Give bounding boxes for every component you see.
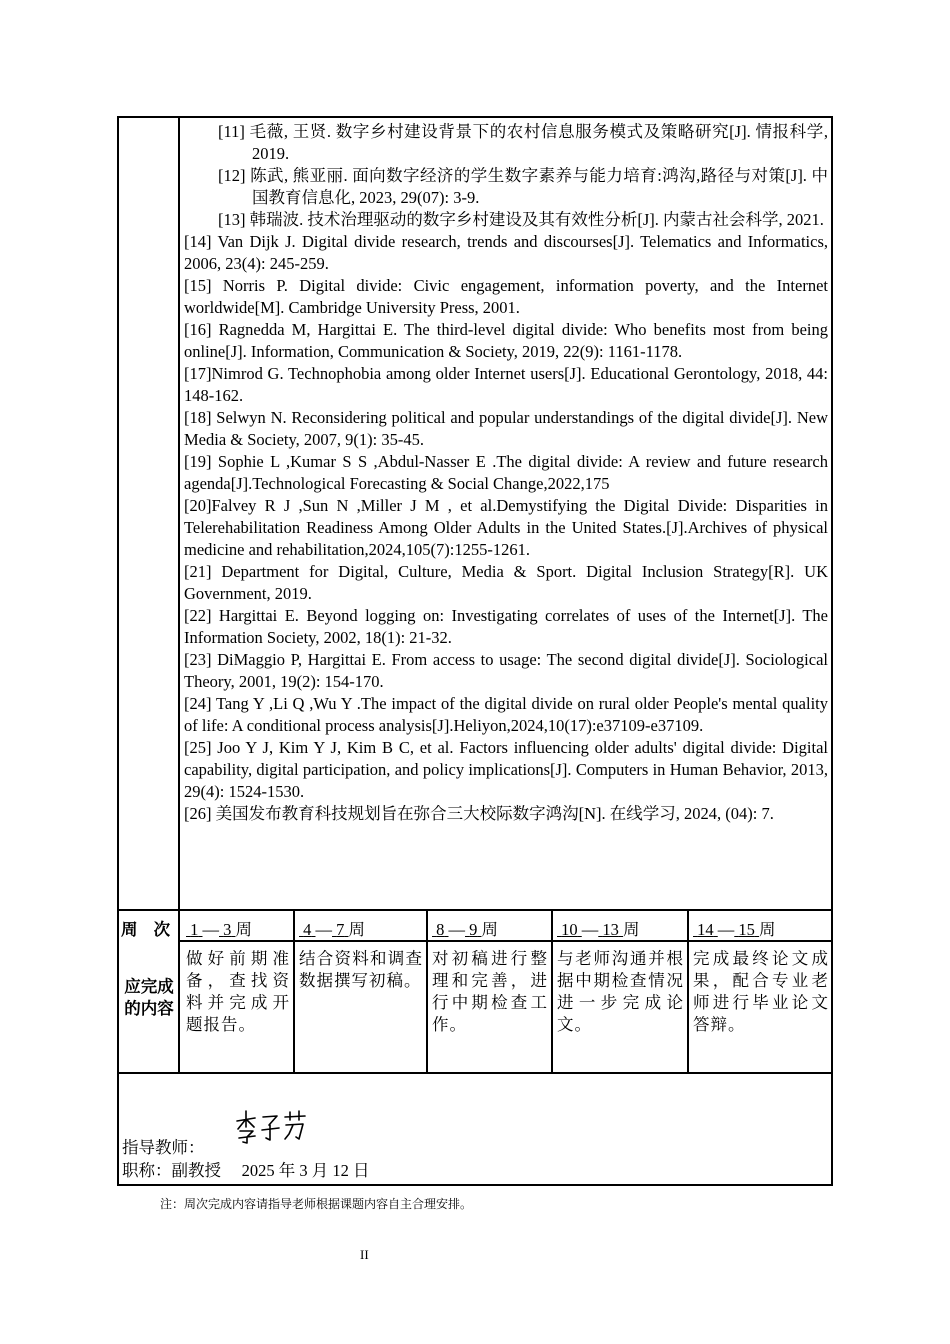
- refs-bottom-border: [117, 909, 833, 911]
- week-range: [186, 916, 252, 940]
- week-range-separator: —: [202, 920, 219, 939]
- week-unit: 周: [481, 920, 498, 939]
- reference-item: [184, 165, 828, 209]
- week-row-label: 周 次: [121, 920, 177, 939]
- task-cell: 完成最终论文成果，配合专业老师进行毕业论文答辩。: [693, 949, 829, 1034]
- advisor-block: [122, 1136, 370, 1182]
- week-range: [693, 916, 776, 940]
- task-cell: 做好前期准备，查找资料并完成开题报告。: [186, 949, 290, 1034]
- reference-item: [14] Van Dijk J. Digital divide research, trends and discourses[J]. Telematics and Informatics, 2006, 23(4): 245-259.: [184, 232, 828, 273]
- week-range-start: 1: [190, 920, 199, 939]
- week-range: [432, 916, 498, 940]
- week-range-start: 10: [561, 920, 578, 939]
- week-row-bottom-border: [178, 940, 833, 942]
- week-range-start: 14: [697, 920, 714, 939]
- footnote: 注：周次完成内容请指导老师根据课题内容自主合理安排。: [160, 1197, 473, 1211]
- reference-text: 毛薇, 王贤. 数字乡村建设背景下的农村信息服务模式及策略研究[J]. 情报科学, 2019.: [249, 122, 828, 163]
- week-range-separator: —: [448, 920, 465, 939]
- task-cell: 与老师沟通并根据中期检查情况进一步完成论文。: [557, 949, 684, 1034]
- reference-item: [26] 美国发布教育科技规划旨在弥合三大校际数字鸿沟[N]. 在线学习, 2024, (04): 7.: [184, 804, 774, 823]
- content-row-bottom-border: [117, 1072, 833, 1074]
- week-range-separator: —: [581, 920, 599, 939]
- advisor-title-date: 职称：副教授 2025 年 3 月 12 日: [122, 1161, 370, 1180]
- week-unit: 周: [348, 920, 365, 939]
- reference-text: 陈武, 熊亚丽. 面向数字经济的学生数字素养与能力培育:鸿沟,路径与对策[J]. 中国教育信息化, 2023, 29(07): 3-9.: [250, 166, 829, 207]
- left-column-divider: [178, 116, 180, 1074]
- week-range-end: 15: [738, 920, 755, 939]
- reference-number: [11]: [218, 122, 245, 141]
- reference-item: [25] Joo Y J, Kim Y J, Kim B C, et al. Factors influencing older adults' digital divide: Digital capability, digital participation, and policy implications[J]. Computers in Human Behavior, 2013, 29(4): 1524-1530.: [184, 738, 828, 801]
- reference-item: [184, 121, 828, 165]
- task-cell: 结合资料和调查数据撰写初稿。: [299, 949, 423, 990]
- week-unit: 周: [759, 920, 776, 939]
- week-range-end: 7: [336, 920, 345, 939]
- reference-item: [24] Tang Y ,Li Q ,Wu Y .The impact of the digital divide on rural older People's mental quality of life: A conditional process analysis[J].Heliyon,2024,10(17):e37109-e37109.: [184, 694, 828, 735]
- reference-item: [15] Norris P. Digital divide: Civic engagement, information poverty, and the Internet worldwide[M]. Cambridge University Press, 2001.: [184, 276, 828, 317]
- reference-item: [184, 209, 828, 231]
- reference-number: [12]: [218, 166, 246, 185]
- page-number: II: [360, 1247, 369, 1262]
- reference-item: [17]Nimrod G. Technophobia among older Internet users[J]. Educational Gerontology, 2018, 44: 148-162.: [184, 364, 828, 405]
- week-range: [557, 916, 640, 940]
- reference-number: [13]: [218, 210, 246, 229]
- week-range-start: 4: [303, 920, 312, 939]
- reference-item: [23] DiMaggio P, Hargittai E. From access to usage: The second digital divide[J]. Sociological Theory, 2001, 19(2): 154-170.: [184, 650, 828, 691]
- week-range-start: 8: [436, 920, 445, 939]
- week-range-end: 9: [469, 920, 478, 939]
- reference-item: [19] Sophie L ,Kumar S S ,Abdul-Nasser E .The digital divide: A review and future research agenda[J].Technological Forecasting & Social Change,2022,175: [184, 452, 828, 493]
- week-unit: 周: [623, 920, 640, 939]
- reference-list: [184, 121, 828, 825]
- reference-item: [18] Selwyn N. Reconsidering political and popular understandings of the digital divide[J]. New Media & Society, 2007, 9(1): 35-45.: [184, 408, 828, 449]
- reference-item: [21] Department for Digital, Culture, Media & Sport. Digital Inclusion Strategy[R]. UK Government, 2019.: [184, 562, 828, 603]
- reference-text: 韩瑞波. 技术治理驱动的数字乡村建设及其有效性分析[J]. 内蒙古社会科学, 2021.: [249, 210, 824, 229]
- week-range-end: 3: [223, 920, 232, 939]
- task-cell: 对初稿进行整理和完善，进行中期检查工作。: [432, 949, 548, 1034]
- content-row-label: 应完成的内容: [124, 977, 174, 1018]
- week-range-end: 13: [602, 920, 619, 939]
- advisor-label: 指导教师：: [122, 1138, 205, 1157]
- col-divider-3: [551, 909, 553, 1074]
- week-range-separator: —: [717, 920, 735, 939]
- col-divider-4: [687, 909, 689, 1074]
- reference-item: [16] Ragnedda M, Hargittai E. The third-level digital divide: Who benefits most from being online[J]. Information, Communication & Society, 2019, 22(9): 1161-1178.: [184, 320, 828, 361]
- reference-item: [22] Hargittai E. Beyond logging on: Investigating correlates of uses of the Internet[J]. The Information Society, 2002, 18(1): 21-32.: [184, 606, 828, 647]
- week-range-separator: —: [315, 920, 332, 939]
- col-divider-2: [426, 909, 428, 1074]
- week-range: [299, 916, 365, 940]
- reference-item: [20]Falvey R J ,Sun N ,Miller J M , et al.Demystifying the Digital Divide: Disparities in Telerehabilitation Readiness Among Older Adults in the United States.[J].Archives of physical medicine and rehabilitation,2024,105(7):1255-1261.: [184, 496, 828, 559]
- week-unit: 周: [235, 920, 252, 939]
- col-divider-1: [293, 909, 295, 1074]
